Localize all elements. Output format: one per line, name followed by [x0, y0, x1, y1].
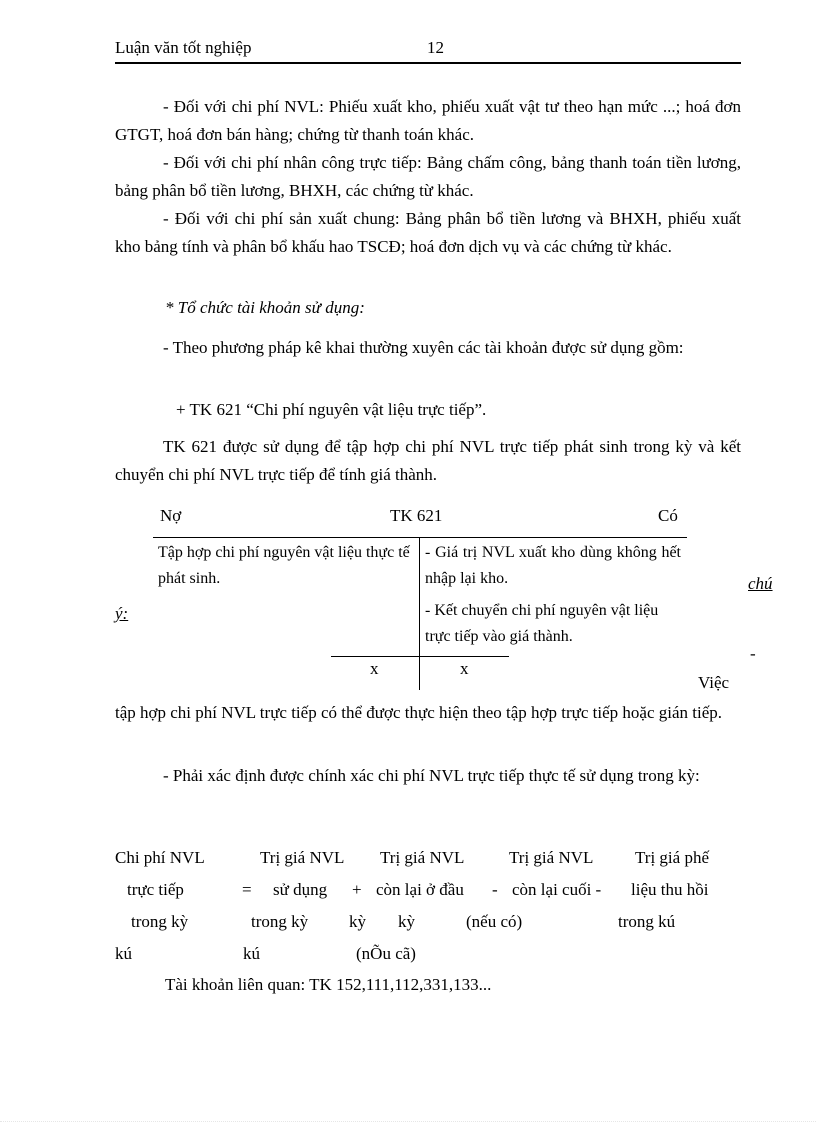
- paragraph-accounts-used: - Theo phương pháp kê khai thường xuyên các tài khoản được sử dụng gồm:: [163, 338, 684, 357]
- formula-cell: trực tiếp: [127, 880, 184, 899]
- formula-cell: kú: [115, 944, 132, 963]
- formula-cell: (nếu có): [466, 912, 523, 931]
- formula-equals: =: [242, 880, 252, 899]
- margin-note-y: ý:: [115, 604, 129, 623]
- t-account-debit-label: Nợ: [160, 506, 182, 525]
- t-account-debit-text: Tập hợp chi phí nguyên vật liệu thực tế phát sinh.: [158, 544, 410, 587]
- formula-cell: liệu thu hồi: [631, 880, 709, 899]
- paragraph-labor-documents: - Đối với chi phí nhân công trực tiếp: Bảng chấm công, bảng thanh toán tiền lương, bảng phân bổ tiền lương, BHXH, các chứng từ khác.: [115, 153, 741, 200]
- formula-cell: Trị giá NVL: [380, 848, 465, 867]
- formula-cell: Chi phí NVL: [115, 848, 205, 867]
- paragraph-overhead-documents: - Đối với chi phí sản xuất chung: Bảng phân bổ tiền lương và BHXH, phiếu xuất kho bảng tính và phân bổ khấu hao TSCĐ; hoá đơn dịch vụ và các chứng từ khác.: [115, 209, 741, 256]
- formula-cell: trong kỳ: [131, 912, 189, 931]
- t-account-balance-rule: [331, 656, 509, 657]
- formula-cell: còn lại ở đầu: [376, 880, 464, 899]
- page-bottom-edge: [0, 1121, 816, 1122]
- formula-cell: Trị giá NVL: [509, 848, 594, 867]
- paragraph-nvl-documents: - Đối với chi phí NVL: Phiếu xuất kho, phiếu xuất vật tư theo hạn mức ...; hoá đơn GTGT, hoá đơn bán hàng; chứng từ thanh toán khác.: [115, 97, 741, 144]
- formula-cell: trong kú: [618, 912, 676, 931]
- formula-cell: Trị giá phế: [635, 848, 709, 867]
- running-header-title: Luận văn tốt nghiệp: [115, 38, 252, 57]
- section-heading: * Tổ chức tài khoản sử dụng:: [165, 298, 365, 317]
- t-account-balance-left: x: [370, 659, 379, 678]
- t-account-balance-right: x: [460, 659, 469, 678]
- formula-cell: kú: [243, 944, 260, 963]
- formula-cell: (nÕu cã): [356, 944, 416, 963]
- formula-plus: +: [352, 880, 362, 899]
- paragraph-tk621-purpose: TK 621 được sử dụng để tập hợp chi phí NVL trực tiếp phát sinh trong kỳ và kết chuyển chi phí NVL trực tiếp để tính giá thành.: [115, 437, 741, 484]
- formula-cell: kỳ: [398, 912, 415, 931]
- formula-cell: Trị giá NVL: [260, 848, 345, 867]
- t-account-credit-label: Có: [658, 506, 678, 525]
- paragraph-tail-viec: Việc: [698, 673, 730, 692]
- header-rule: [115, 62, 741, 64]
- paragraph-direct-indirect: tập hợp chi phí NVL trực tiếp có thể được thực hiện theo tập hợp trực tiếp hoặc gián tiếp.: [115, 703, 723, 722]
- formula-cell: trong kỳ: [251, 912, 309, 931]
- t-account-name: TK 621: [390, 506, 443, 525]
- formula-cell: kỳ: [349, 912, 366, 931]
- formula-cell: sử dụng: [273, 880, 328, 899]
- t-account-credit-text-1: - Giá trị NVL xuất kho dùng không hết nhập lại kho.: [425, 544, 681, 587]
- t-account-divider: [419, 537, 420, 690]
- margin-note-dash: -: [750, 644, 756, 663]
- formula-minus: -: [492, 880, 498, 899]
- related-accounts: Tài khoản liên quan: TK 152,111,112,331,133...: [165, 975, 492, 994]
- margin-note-chu: chú: [748, 574, 773, 593]
- page-number: 12: [427, 38, 444, 57]
- tk621-line: + TK 621 “Chi phí nguyên vật liệu trực tiếp”.: [176, 400, 487, 419]
- t-account-credit-text-2: - Kết chuyển chi phí nguyên vật liệu trực tiếp vào giá thành.: [425, 602, 659, 645]
- paragraph-determine-cost: - Phải xác định được chính xác chi phí NVL trực tiếp thực tế sử dụng trong kỳ:: [163, 766, 700, 785]
- t-account-top-rule: [153, 537, 687, 538]
- formula-cell: còn lại cuối -: [512, 880, 602, 899]
